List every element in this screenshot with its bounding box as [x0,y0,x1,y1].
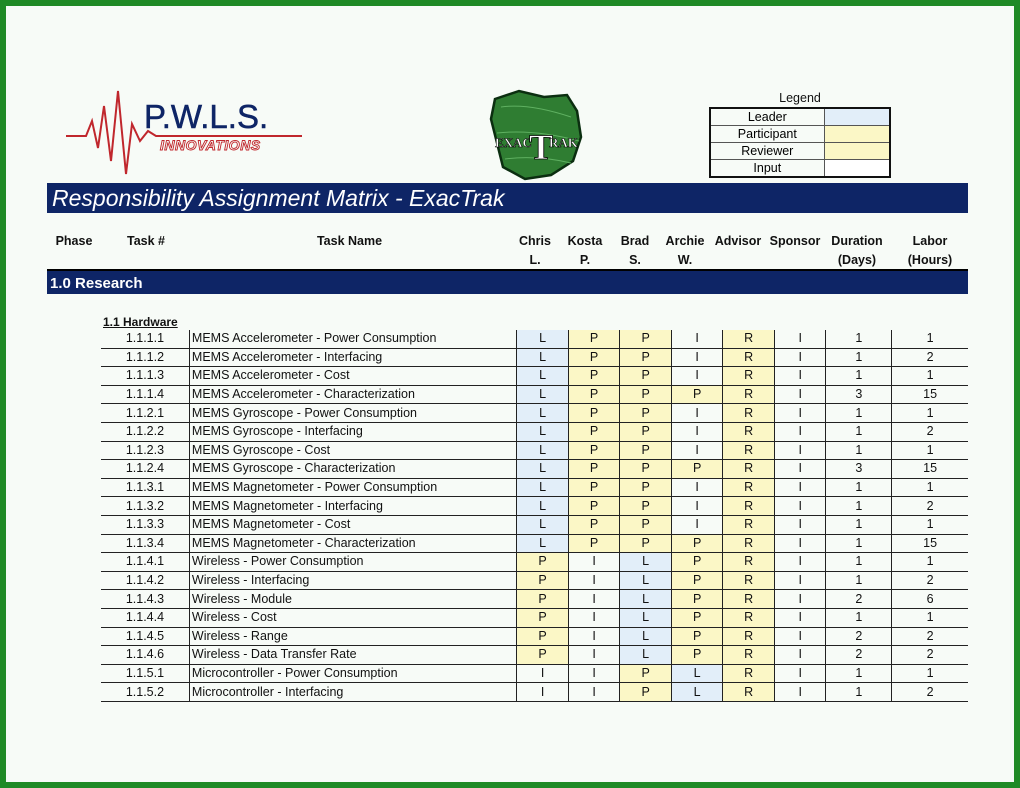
assignment-cell-sponsor[interactable]: I [774,422,826,441]
labor-cell[interactable]: 15 [892,534,968,553]
assignment-cell-brad[interactable]: P [620,348,672,367]
assignment-cell-kosta[interactable]: I [568,646,620,665]
table-row[interactable] [101,441,968,460]
table-row[interactable] [101,478,968,497]
table-row[interactable] [101,497,968,516]
assignment-cell-archie[interactable]: I [671,404,723,423]
assignment-cell-kosta[interactable]: I [568,553,620,572]
assignment-cell-sponsor[interactable]: I [774,348,826,367]
header-labor-line1: Labor [912,234,948,248]
labor-cell[interactable]: 15 [892,385,968,404]
assignment-cell-archie[interactable]: I [671,497,723,516]
assignment-cell-advisor[interactable]: R [723,348,775,367]
task-name-cell[interactable]: MEMS Accelerometer - Characterization [189,385,516,404]
task-number-cell[interactable]: 1.1.4.3 [101,590,189,609]
task-number-cell[interactable]: 1.1.3.1 [101,478,189,497]
legend-label: Input [710,160,824,178]
assignment-cell-chris[interactable]: I [517,683,569,702]
spreadsheet-page [6,6,1014,782]
labor-cell[interactable]: 1 [892,367,968,386]
assignment-cell-advisor[interactable]: R [723,534,775,553]
assignment-cell-archie[interactable]: P [671,534,723,553]
labor-cell[interactable]: 2 [892,627,968,646]
assignment-cell-kosta[interactable]: P [568,367,620,386]
assignment-cell-brad[interactable]: P [620,422,672,441]
task-name-cell[interactable]: MEMS Gyroscope - Cost [189,441,516,460]
table-row[interactable] [101,348,968,367]
legend-swatch-leader [824,108,890,126]
legend-label: Reviewer [710,143,824,160]
assignment-cell-sponsor[interactable]: I [774,608,826,627]
assignment-cell-brad[interactable]: P [620,404,672,423]
assignment-cell-sponsor[interactable]: I [774,497,826,516]
assignment-cell-chris[interactable]: L [517,534,569,553]
assignment-cell-brad[interactable]: P [620,478,672,497]
duration-cell[interactable]: 1 [826,497,892,516]
section-header: 1.0 Research [47,269,968,294]
task-number-cell[interactable]: 1.1.3.4 [101,534,189,553]
assignment-cell-kosta[interactable]: P [568,478,620,497]
assignment-cell-chris[interactable]: P [517,571,569,590]
task-name-cell[interactable]: MEMS Magnetometer - Interfacing [189,497,516,516]
assignment-cell-brad[interactable]: L [620,627,672,646]
assignment-cell-advisor[interactable]: R [723,515,775,534]
task-name-cell[interactable]: MEMS Magnetometer - Cost [189,515,516,534]
duration-cell[interactable]: 1 [826,664,892,683]
assignment-cell-kosta[interactable]: P [568,497,620,516]
duration-cell[interactable]: 1 [826,515,892,534]
assignment-cell-advisor[interactable]: R [723,441,775,460]
pwls-logo [64,86,304,181]
labor-cell[interactable]: 2 [892,646,968,665]
assignment-cell-advisor[interactable]: R [723,553,775,572]
task-name-cell[interactable]: MEMS Gyroscope - Characterization [189,460,516,479]
legend [709,90,891,178]
task-name-cell[interactable]: Microcontroller - Power Consumption [189,664,516,683]
header-kosta-line1: Kosta [567,234,603,248]
assignment-cell-kosta[interactable]: I [568,627,620,646]
legend-table [709,107,891,178]
labor-cell[interactable]: 1 [892,664,968,683]
labor-cell[interactable]: 15 [892,460,968,479]
assignment-cell-chris[interactable]: L [517,497,569,516]
assignment-cell-sponsor[interactable]: I [774,515,826,534]
duration-cell[interactable]: 1 [826,683,892,702]
assignment-cell-kosta[interactable]: I [568,608,620,627]
assignment-cell-archie[interactable]: I [671,422,723,441]
task-name-cell[interactable]: Wireless - Power Consumption [189,553,516,572]
labor-cell[interactable]: 1 [892,441,968,460]
header-sponsor: Sponsor [769,234,821,248]
task-name-cell[interactable]: Wireless - Interfacing [189,571,516,590]
task-number-cell[interactable]: 1.1.1.2 [101,348,189,367]
duration-cell[interactable]: 3 [826,385,892,404]
assignment-cell-sponsor[interactable]: I [774,590,826,609]
assignment-cell-archie[interactable]: P [671,571,723,590]
table-row[interactable] [101,553,968,572]
header-brad-line1: Brad [620,234,650,248]
assignment-cell-sponsor[interactable]: I [774,646,826,665]
duration-cell[interactable]: 1 [826,348,892,367]
header-duration-line1: Duration [831,234,883,248]
header-kosta-line2: P. [579,253,591,267]
header-brad [610,232,660,270]
assignment-cell-archie[interactable]: P [671,646,723,665]
assignment-cell-chris[interactable]: L [517,404,569,423]
task-number-cell[interactable]: 1.1.4.6 [101,646,189,665]
task-number-cell[interactable]: 1.1.3.2 [101,497,189,516]
assignment-cell-archie[interactable]: I [671,367,723,386]
labor-cell[interactable]: 1 [892,330,968,348]
task-number-cell[interactable]: 1.1.4.2 [101,571,189,590]
task-number-cell[interactable]: 1.1.4.4 [101,608,189,627]
assignment-cell-advisor[interactable]: R [723,683,775,702]
legend-label: Participant [710,126,824,143]
assignment-cell-kosta[interactable]: P [568,422,620,441]
duration-cell[interactable]: 1 [826,441,892,460]
assignment-cell-kosta[interactable]: P [568,348,620,367]
header-labor-line2: (Hours) [907,253,953,267]
assignment-cell-kosta[interactable]: I [568,571,620,590]
table-row[interactable] [101,608,968,627]
assignment-cell-sponsor[interactable]: I [774,441,826,460]
duration-cell[interactable]: 1 [826,571,892,590]
assignment-cell-archie[interactable]: I [671,478,723,497]
assignment-cell-kosta[interactable]: P [568,534,620,553]
legend-swatch-input [824,160,890,178]
labor-cell[interactable]: 1 [892,515,968,534]
header-advisor: Advisor [714,234,762,248]
header-task-number: Task # [127,234,165,248]
table-row[interactable] [101,422,968,441]
assignment-cell-kosta[interactable]: I [568,683,620,702]
assignment-cell-chris[interactable]: I [517,664,569,683]
header-chris [510,232,560,270]
labor-cell[interactable]: 2 [892,571,968,590]
task-name-cell[interactable]: MEMS Magnetometer - Power Consumption [189,478,516,497]
task-name-cell[interactable]: Wireless - Cost [189,608,516,627]
table-row[interactable] [101,571,968,590]
assignment-cell-advisor[interactable]: R [723,422,775,441]
header-labor [892,232,968,270]
assignment-cell-kosta[interactable]: P [568,385,620,404]
task-number-cell[interactable]: 1.1.2.1 [101,404,189,423]
assignment-cell-sponsor[interactable]: I [774,534,826,553]
assignment-cell-brad[interactable]: P [620,683,672,702]
assignment-cell-kosta[interactable]: I [568,664,620,683]
assignment-cell-archie[interactable]: I [671,515,723,534]
duration-cell[interactable]: 2 [826,627,892,646]
header-chris-line2: L. [529,253,541,267]
table-row[interactable] [101,330,968,348]
task-number-cell[interactable]: 1.1.1.4 [101,385,189,404]
assignment-cell-advisor[interactable]: R [723,590,775,609]
assignment-cell-brad[interactable]: P [620,330,672,348]
duration-cell[interactable]: 1 [826,367,892,386]
assignment-cell-sponsor[interactable]: I [774,460,826,479]
task-number-cell[interactable]: 1.1.5.2 [101,683,189,702]
assignment-cell-chris[interactable]: L [517,367,569,386]
table-row[interactable] [101,367,968,386]
table-row[interactable] [101,534,968,553]
duration-cell[interactable]: 2 [826,646,892,665]
labor-cell[interactable]: 1 [892,608,968,627]
legend-item-leader [710,108,890,126]
header-phase: Phase [55,234,93,248]
assignment-cell-brad[interactable]: P [620,534,672,553]
labor-cell[interactable]: 2 [892,422,968,441]
assignment-cell-advisor[interactable]: R [723,478,775,497]
task-table [101,330,968,702]
assignment-cell-sponsor[interactable]: I [774,330,826,348]
table-row[interactable] [101,683,968,702]
labor-cell[interactable]: 6 [892,590,968,609]
assignment-cell-chris[interactable]: L [517,422,569,441]
assignment-cell-chris[interactable]: L [517,515,569,534]
legend-title: Legend [779,91,821,105]
assignment-cell-sponsor[interactable]: I [774,478,826,497]
assignment-cell-sponsor[interactable]: I [774,404,826,423]
task-name-cell[interactable]: Wireless - Range [189,627,516,646]
assignment-cell-chris[interactable]: L [517,460,569,479]
task-name-cell[interactable]: MEMS Accelerometer - Cost [189,367,516,386]
header-brad-line2: S. [629,253,641,267]
task-number-cell[interactable]: 1.1.1.3 [101,367,189,386]
assignment-cell-kosta[interactable]: P [568,515,620,534]
header-chris-line1: Chris [519,234,551,248]
assignment-cell-chris[interactable]: P [517,646,569,665]
task-name-cell[interactable]: Wireless - Data Transfer Rate [189,646,516,665]
legend-item-reviewer [710,143,890,160]
assignment-cell-advisor[interactable]: R [723,404,775,423]
duration-cell[interactable]: 1 [826,478,892,497]
task-number-cell[interactable]: 1.1.2.3 [101,441,189,460]
assignment-cell-chris[interactable]: L [517,441,569,460]
labor-cell[interactable]: 2 [892,497,968,516]
legend-swatch-participant [824,126,890,143]
labor-cell[interactable]: 2 [892,348,968,367]
task-number-cell[interactable]: 1.1.5.1 [101,664,189,683]
assignment-cell-sponsor[interactable]: I [774,571,826,590]
task-name-cell[interactable]: MEMS Gyroscope - Power Consumption [189,404,516,423]
assignment-cell-chris[interactable]: L [517,385,569,404]
header-duration [824,232,890,270]
assignment-cell-chris[interactable]: L [517,478,569,497]
task-number-cell[interactable]: 1.1.2.2 [101,422,189,441]
exactrak-logo-part2: T [529,127,554,167]
assignment-cell-brad[interactable]: P [620,385,672,404]
exactrak-logo-part1: EXAC [495,135,532,150]
task-number-cell[interactable]: 1.1.1.1 [101,330,189,348]
assignment-cell-brad[interactable]: P [620,497,672,516]
legend-label: Leader [710,108,824,126]
exactrak-logo [489,89,587,181]
assignment-cell-sponsor[interactable]: I [774,664,826,683]
duration-cell[interactable]: 1 [826,422,892,441]
assignment-cell-archie[interactable]: P [671,460,723,479]
header-archie-line1: Archie [665,234,705,248]
table-row[interactable] [101,515,968,534]
header-duration-line2: (Days) [837,253,877,267]
assignment-cell-chris[interactable]: L [517,348,569,367]
assignment-cell-brad[interactable]: P [620,460,672,479]
assignment-cell-sponsor[interactable]: I [774,683,826,702]
legend-swatch-reviewer [824,143,890,160]
labor-cell[interactable]: 1 [892,553,968,572]
table-row[interactable] [101,627,968,646]
assignment-cell-advisor[interactable]: R [723,627,775,646]
assignment-cell-advisor[interactable]: R [723,385,775,404]
task-number-cell[interactable]: 1.1.2.4 [101,460,189,479]
assignment-cell-brad[interactable]: L [620,571,672,590]
assignment-cell-brad[interactable]: P [620,367,672,386]
assignment-cell-kosta[interactable]: I [568,590,620,609]
assignment-cell-archie[interactable]: P [671,553,723,572]
page-title: Responsibility Assignment Matrix - ExacTrak [47,183,968,213]
assignment-cell-advisor[interactable]: R [723,608,775,627]
assignment-cell-brad[interactable]: P [620,515,672,534]
task-number-cell[interactable]: 1.1.3.3 [101,515,189,534]
legend-item-input [710,160,890,178]
task-table-body [101,330,968,701]
duration-cell[interactable]: 1 [826,553,892,572]
table-row[interactable] [101,646,968,665]
header-archie-line2: W. [677,253,693,267]
assignment-cell-sponsor[interactable]: I [774,627,826,646]
assignment-cell-sponsor[interactable]: I [774,367,826,386]
header-task-name: Task Name [316,234,383,248]
assignment-cell-archie[interactable]: P [671,385,723,404]
labor-cell[interactable]: 1 [892,478,968,497]
header-kosta [560,232,610,270]
subsection-header: 1.1 Hardware [103,315,178,329]
table-row[interactable] [101,385,968,404]
assignment-cell-archie[interactable]: I [671,348,723,367]
assignment-cell-kosta[interactable]: P [568,330,620,348]
labor-cell[interactable]: 1 [892,404,968,423]
assignment-cell-kosta[interactable]: P [568,460,620,479]
assignment-cell-archie[interactable]: L [671,683,723,702]
task-number-cell[interactable]: 1.1.4.1 [101,553,189,572]
assignment-cell-archie[interactable]: I [671,330,723,348]
duration-cell[interactable]: 1 [826,404,892,423]
task-name-cell[interactable]: MEMS Gyroscope - Interfacing [189,422,516,441]
assignment-cell-chris[interactable]: P [517,608,569,627]
assignment-cell-archie[interactable]: P [671,627,723,646]
assignment-cell-brad[interactable]: L [620,608,672,627]
task-name-cell[interactable]: MEMS Magnetometer - Characterization [189,534,516,553]
assignment-cell-advisor[interactable]: R [723,571,775,590]
task-name-cell[interactable]: MEMS Accelerometer - Power Consumption [189,330,516,348]
assignment-cell-archie[interactable]: P [671,608,723,627]
assignment-cell-advisor[interactable]: R [723,646,775,665]
table-row[interactable] [101,404,968,423]
assignment-cell-archie[interactable]: P [671,590,723,609]
exactrak-logo-part3: RAK [549,135,578,150]
assignment-cell-advisor[interactable]: R [723,367,775,386]
assignment-cell-advisor[interactable]: R [723,664,775,683]
duration-cell[interactable]: 1 [826,330,892,348]
header-archie [660,232,710,270]
assignment-cell-brad[interactable]: P [620,441,672,460]
assignment-cell-chris[interactable]: P [517,590,569,609]
legend-item-participant [710,126,890,143]
assignment-cell-advisor[interactable]: R [723,497,775,516]
duration-cell[interactable]: 1 [826,608,892,627]
assignment-cell-brad[interactable]: L [620,646,672,665]
table-row[interactable] [101,460,968,479]
assignment-cell-chris[interactable]: P [517,627,569,646]
table-row[interactable] [101,664,968,683]
assignment-cell-kosta[interactable]: P [568,404,620,423]
assignment-cell-brad[interactable]: P [620,664,672,683]
assignment-cell-archie[interactable]: I [671,441,723,460]
assignment-cell-brad[interactable]: L [620,590,672,609]
pwls-logo-name: P.W.L.S. [144,98,269,135]
assignment-cell-chris[interactable]: L [517,330,569,348]
labor-cell[interactable]: 2 [892,683,968,702]
assignment-cell-advisor[interactable]: R [723,460,775,479]
task-name-cell[interactable]: MEMS Accelerometer - Interfacing [189,348,516,367]
assignment-cell-chris[interactable]: P [517,553,569,572]
duration-cell[interactable]: 3 [826,460,892,479]
pwls-logo-tagline: INNOVATIONS [160,137,261,153]
duration-cell[interactable]: 1 [826,534,892,553]
task-number-cell[interactable]: 1.1.4.5 [101,627,189,646]
assignment-cell-sponsor[interactable]: I [774,385,826,404]
task-name-cell[interactable]: Wireless - Module [189,590,516,609]
assignment-cell-archie[interactable]: L [671,664,723,683]
assignment-cell-brad[interactable]: L [620,553,672,572]
task-name-cell[interactable]: Microcontroller - Interfacing [189,683,516,702]
assignment-cell-advisor[interactable]: R [723,330,775,348]
duration-cell[interactable]: 2 [826,590,892,609]
table-row[interactable] [101,590,968,609]
assignment-cell-kosta[interactable]: P [568,441,620,460]
assignment-cell-sponsor[interactable]: I [774,553,826,572]
